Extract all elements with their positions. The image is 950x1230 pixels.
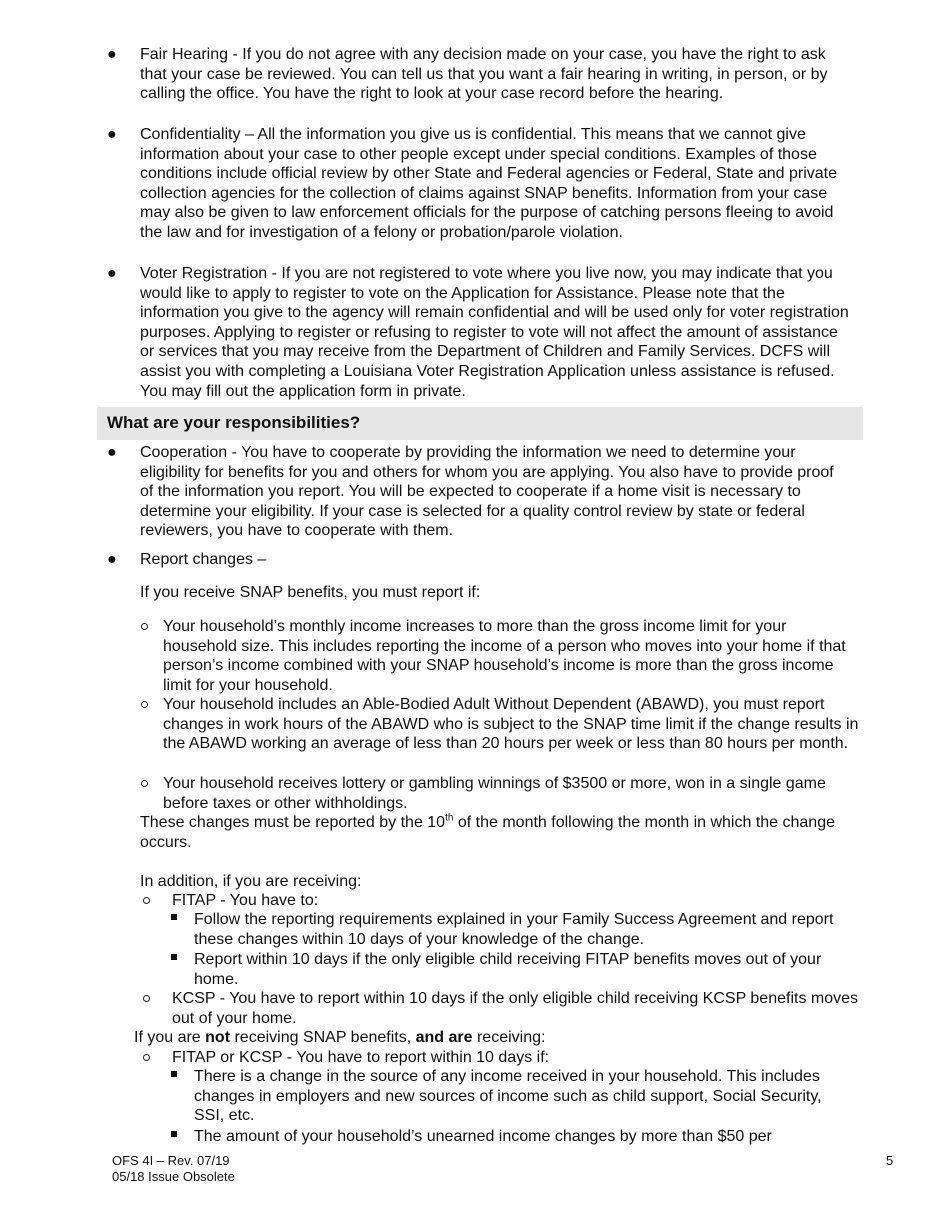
square-bullet-icon bbox=[171, 954, 177, 960]
snap-item-lottery: Your household receives lottery or gambling winnings of $3500 or more, won in a single game before taxes or other withholdings. bbox=[163, 775, 826, 812]
square-bullet-icon bbox=[171, 1071, 177, 1077]
square-bullet-icon bbox=[171, 914, 177, 920]
bullet-icon: ● bbox=[107, 444, 117, 461]
fitap-item-agreement: Follow the reporting requirements explained in your Family Success Agreement and report these changes within 10 days of your knowledge of the change. bbox=[194, 911, 834, 948]
snap-item-abawd: Your household includes an Able-Bodied Adult Without Dependent (ABAWD), you must report changes in work hours of the ABAWD who is subject to the SNAP time limit if the change results in the ABAWD working an average of less than 20 hours per week or less than 80 hours per month. bbox=[163, 696, 859, 753]
fitap-label: FITAP - You have to: bbox=[172, 892, 319, 909]
page-number: 5 bbox=[886, 1153, 894, 1168]
kcsp-paragraph: KCSP - You have to report within 10 days if the only eligible child receiving KCSP benefits moves out of your home. bbox=[172, 990, 859, 1027]
bullet-icon: ● bbox=[107, 126, 117, 143]
section-header bbox=[97, 407, 863, 440]
circle-bullet-icon bbox=[143, 1054, 150, 1061]
bullet-icon: ● bbox=[107, 265, 117, 282]
not-snap-intro: If you are not receiving SNAP benefits, and are receiving: bbox=[134, 1029, 546, 1046]
circle-bullet-icon bbox=[141, 623, 148, 630]
deadline-paragraph: These changes must be reported by the 10th of the month following the month in which the change occurs. bbox=[140, 812, 835, 851]
footer-obsolete-note: 05/18 Issue Obsolete bbox=[112, 1169, 235, 1184]
fitap-kcsp-item-unearned: The amount of your household’s unearned income changes by more than $50 per bbox=[194, 1128, 772, 1145]
circle-bullet-icon bbox=[143, 995, 150, 1002]
fair-hearing-paragraph: Fair Hearing - If you do not agree with any decision made on your case, you have the right to ask that your case be reviewed. You can tell us that you want a fair hearing in writing, in person, or by calling the office. You have the right to look at your case record before the hearing. bbox=[140, 46, 828, 103]
cooperation-paragraph: Cooperation - You have to cooperate by providing the information we need to determine your eligibility for benefits for you and others for whom you are applying. You also have to provide proof of the information you report. You will be expected to cooperate if a home visit is necessary to determine your eligibility. If your case is selected for a quality control review by state or federal reviewers, you have to cooperate with them. bbox=[140, 444, 834, 540]
report-changes-label: Report changes – bbox=[140, 551, 267, 568]
addition-intro: In addition, if you are receiving: bbox=[140, 873, 362, 890]
bullet-icon: ● bbox=[107, 551, 117, 568]
bullet-icon: ● bbox=[107, 46, 117, 63]
footer-form-number: OFS 4I – Rev. 07/19 bbox=[112, 1153, 230, 1168]
snap-intro: If you receive SNAP benefits, you must report if: bbox=[140, 584, 481, 601]
circle-bullet-icon bbox=[143, 897, 150, 904]
voter-registration-paragraph: Voter Registration - If you are not registered to vote where you live now, you may indicate that you would like to apply to register to vote on the Application for Assistance. Please note that the information you give to the agency will remain confidential and will be used only for voter registration purposes. Applying to register or refusing to register to vote will not affect the amount of assistance or services that you may receive from the Department of Children and Family Services. DCFS will assist you with completing a Louisiana Voter Registration Application unless assistance is refused. You may fill out the application form in private. bbox=[140, 265, 849, 400]
snap-item-income: Your household’s monthly income increases to more than the gross income limit for your household size. This includes reporting the income of a person who moves into your home if that person’s income combined with your SNAP household’s income is more than the gross income limit for your household. bbox=[163, 618, 846, 694]
fitap-kcsp-item-source: There is a change in the source of any income received in your household. This includes changes in employers and new sources of income such as child support, Social Security, SSI, etc. bbox=[194, 1068, 822, 1125]
fitap-item-child: Report within 10 days if the only eligible child receiving FITAP benefits moves out of your home. bbox=[194, 951, 822, 988]
square-bullet-icon bbox=[171, 1131, 177, 1137]
circle-bullet-icon bbox=[141, 701, 148, 708]
fitap-kcsp-label: FITAP or KCSP - You have to report within 10 days if: bbox=[172, 1049, 550, 1066]
circle-bullet-icon bbox=[141, 780, 148, 787]
confidentiality-paragraph: Confidentiality – All the information you give us is confidential. This means that we cannot give information about your case to other people except under special conditions. Examples of those conditions include official review by other State and Federal agencies or Federal, State and private collection agencies for the collection of claims against SNAP benefits. Information from your case may also be given to law enforcement officials for the purpose of catching persons fleeing to avoid the law and for investigation of a felony or probation/parole violation. bbox=[140, 126, 837, 241]
section-title: What are your responsibilities? bbox=[107, 413, 361, 432]
